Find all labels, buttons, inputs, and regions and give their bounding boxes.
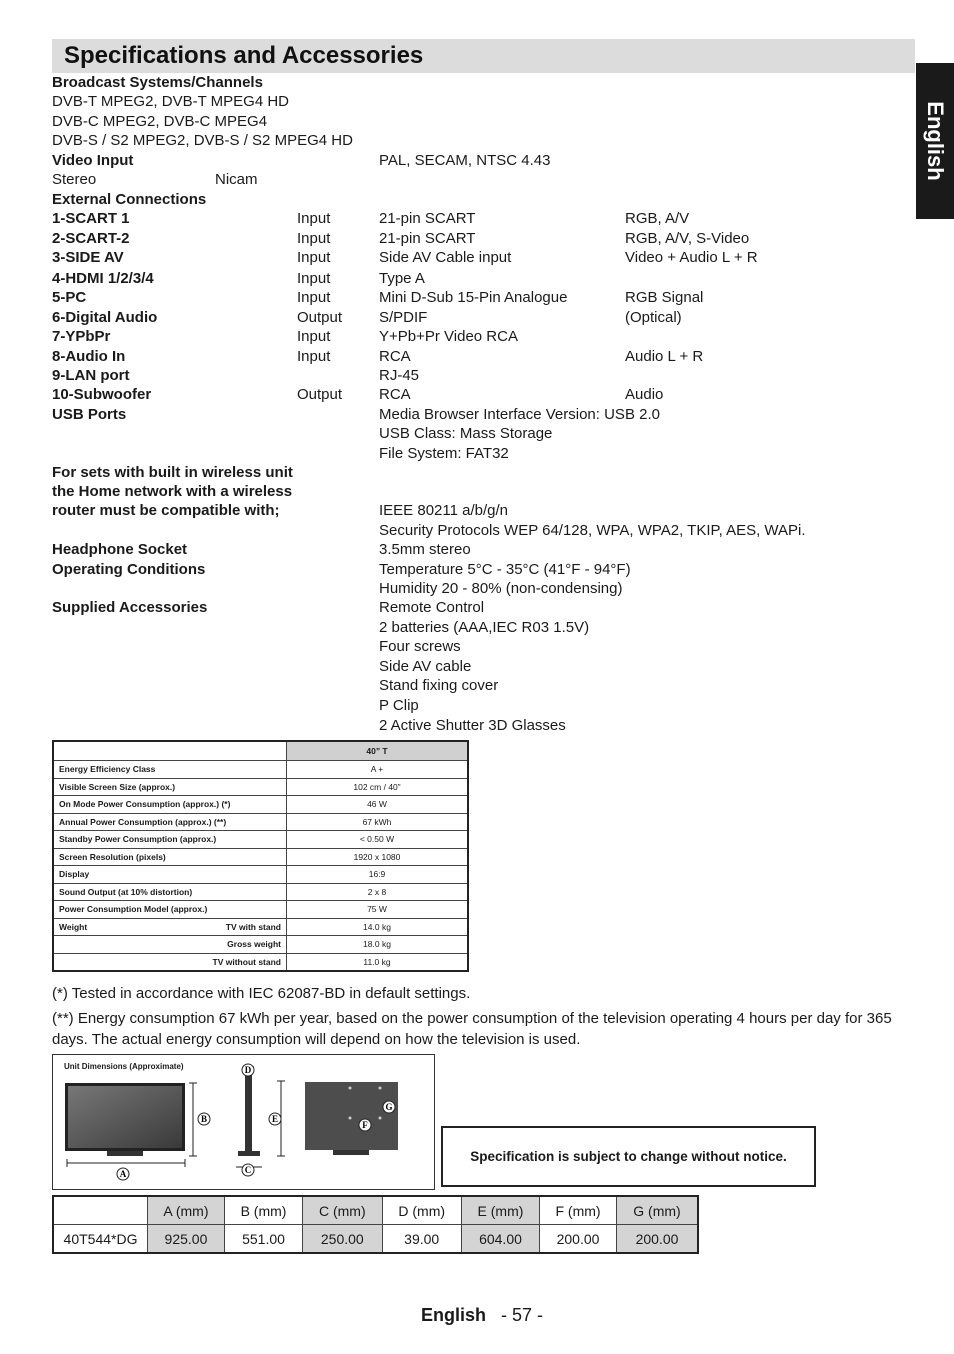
accessory-item: Four screws bbox=[379, 638, 461, 655]
row-label: Visible Screen Size (approx.) bbox=[53, 778, 287, 796]
column-header: C (mm) bbox=[303, 1196, 382, 1225]
row-value: 16:9 bbox=[287, 866, 469, 884]
connection-direction: Input bbox=[297, 270, 331, 287]
connection-signal: RGB, A/V, S-Video bbox=[625, 230, 750, 247]
row-value: 14.0 kg bbox=[287, 918, 469, 936]
footer-language: English bbox=[421, 1305, 487, 1325]
table-row bbox=[53, 778, 468, 796]
connection-name: 9-LAN port bbox=[52, 367, 130, 384]
accessory-item: Remote Control bbox=[379, 599, 485, 616]
row-label: Energy Efficiency Class bbox=[53, 761, 287, 779]
note-2: (**) Energy consumption 67 kWh per year, based on the power consumption of the television operating 4 hours per day for 365 days. The actual energy consumption will depend on how the television is used. bbox=[52, 1010, 892, 1048]
table-row bbox=[53, 796, 468, 814]
connection-signal: Video + Audio L + R bbox=[625, 249, 758, 266]
table-corner-cell bbox=[53, 741, 287, 761]
connection-type: Mini D-Sub 15-Pin Analogue bbox=[379, 289, 568, 306]
row-value: < 0.50 W bbox=[287, 831, 469, 849]
page-footer bbox=[421, 1305, 543, 1326]
marker-a: A bbox=[119, 1169, 127, 1179]
row-value: 67 kWh bbox=[287, 813, 469, 831]
operating-line: Humidity 20 - 80% (non-condensing) bbox=[379, 580, 623, 597]
accessory-item: P Clip bbox=[379, 697, 419, 714]
connection-direction: Output bbox=[297, 386, 343, 403]
weight-sub-label: TV with stand bbox=[225, 921, 281, 932]
table-row bbox=[53, 953, 468, 971]
accessories-label: Supplied Accessories bbox=[52, 599, 208, 616]
row-value: 18.0 kg bbox=[287, 936, 469, 954]
diagram-title: Unit Dimensions (Approximate) bbox=[64, 1062, 184, 1071]
headphone-label: Headphone Socket bbox=[52, 541, 188, 558]
title-bar bbox=[52, 39, 915, 73]
stereo-label: Stereo bbox=[52, 171, 97, 188]
table-row bbox=[53, 761, 468, 779]
dimensions-table bbox=[52, 1195, 699, 1254]
weight-label: Weight bbox=[59, 921, 88, 932]
connection-name: 10-Subwoofer bbox=[52, 386, 152, 403]
marker-g: G bbox=[385, 1102, 393, 1112]
accessory-item: 2 Active Shutter 3D Glasses bbox=[379, 717, 566, 734]
dimensions-diagram bbox=[52, 1054, 435, 1190]
connection-signal: RGB, A/V bbox=[625, 210, 690, 227]
broadcast-line: DVB-T MPEG2, DVB-T MPEG4 HD bbox=[52, 93, 289, 110]
connection-name: 5-PC bbox=[52, 289, 87, 306]
connection-name: 8-Audio In bbox=[52, 348, 126, 365]
row-value: 46 W bbox=[287, 796, 469, 814]
column-header: B (mm) bbox=[224, 1196, 302, 1225]
wireless-line: Security Protocols WEP 64/128, WPA, WPA2, TKIP, AES, WAPi. bbox=[379, 522, 806, 539]
headphone-value: 3.5mm stereo bbox=[379, 541, 471, 558]
row-label: Sound Output (at 10% distortion) bbox=[53, 883, 287, 901]
connection-direction: Input bbox=[297, 348, 331, 365]
tv-side-panel bbox=[245, 1075, 252, 1151]
table-row bbox=[53, 866, 468, 884]
page-number: - 57 - bbox=[501, 1305, 544, 1325]
wireless-line: IEEE 80211 a/b/g/n bbox=[379, 502, 508, 519]
connection-type: RCA bbox=[379, 386, 411, 403]
notice-text: Specification is subject to change without notice. bbox=[470, 1149, 787, 1164]
row-value: A + bbox=[287, 761, 469, 779]
connection-type: S/PDIF bbox=[379, 309, 428, 326]
row-value: 75 W bbox=[287, 901, 469, 919]
table-row bbox=[53, 848, 468, 866]
dimension-value: 551.00 bbox=[224, 1225, 302, 1254]
connection-type: Side AV Cable input bbox=[379, 249, 512, 266]
spec-change-notice bbox=[441, 1126, 816, 1187]
row-label: Standby Power Consumption (approx.) bbox=[53, 831, 287, 849]
marker-c: C bbox=[244, 1165, 252, 1175]
connection-name: 6-Digital Audio bbox=[52, 309, 158, 326]
marker-f: F bbox=[362, 1120, 368, 1130]
side-tab-label: English bbox=[923, 101, 948, 181]
connection-type: RCA bbox=[379, 348, 411, 365]
wireless-label: For sets with built in wireless unit bbox=[52, 464, 293, 481]
weight-label-cell bbox=[53, 918, 287, 936]
broadcast-line: DVB-C MPEG2, DVB-C MPEG4 bbox=[52, 113, 268, 130]
connection-name: 4-HDMI 1/2/3/4 bbox=[52, 270, 154, 287]
connection-direction: Output bbox=[297, 309, 343, 326]
connection-type: RJ-45 bbox=[379, 367, 420, 384]
usb-line: Media Browser Interface Version: USB 2.0 bbox=[379, 406, 660, 423]
connection-direction: Input bbox=[297, 210, 331, 227]
accessory-item: Side AV cable bbox=[379, 658, 472, 675]
connection-name: 2-SCART-2 bbox=[52, 230, 130, 247]
table-header-row bbox=[53, 1196, 698, 1225]
table-row bbox=[53, 741, 468, 761]
tv-dimensions-illustration bbox=[53, 1055, 434, 1189]
row-value: 102 cm / 40” bbox=[287, 778, 469, 796]
tv-rear-stand bbox=[333, 1150, 369, 1155]
connection-signal: (Optical) bbox=[625, 309, 682, 326]
dimension-value: 200.00 bbox=[616, 1225, 698, 1254]
connection-signal: Audio L + R bbox=[625, 348, 704, 365]
table-corner-cell bbox=[53, 1196, 148, 1225]
table-row bbox=[53, 936, 468, 954]
tv-side-stand bbox=[238, 1151, 260, 1156]
connection-signal: RGB Signal bbox=[625, 289, 704, 306]
connection-name: 1-SCART 1 bbox=[52, 210, 130, 227]
dimension-value: 200.00 bbox=[540, 1225, 617, 1254]
connection-signal: Audio bbox=[625, 386, 664, 403]
dimension-value: 925.00 bbox=[148, 1225, 225, 1254]
accessory-item: Stand fixing cover bbox=[379, 677, 499, 694]
row-label: Power Consumption Model (approx.) bbox=[53, 901, 287, 919]
language-side-tab bbox=[916, 63, 954, 219]
dimension-value: 39.00 bbox=[382, 1225, 461, 1254]
row-label: Display bbox=[53, 866, 287, 884]
wireless-label: the Home network with a wireless bbox=[52, 483, 293, 500]
tv-front-stand bbox=[107, 1151, 143, 1156]
column-header: G (mm) bbox=[616, 1196, 698, 1225]
dimension-value: 250.00 bbox=[303, 1225, 382, 1254]
video-input-value: PAL, SECAM, NTSC 4.43 bbox=[379, 152, 551, 169]
row-label: Screen Resolution (pixels) bbox=[53, 848, 287, 866]
video-input-label: Video Input bbox=[52, 152, 134, 169]
marker-b: B bbox=[200, 1114, 208, 1124]
usb-line: USB Class: Mass Storage bbox=[379, 425, 553, 442]
connection-name: 7-YPbPr bbox=[52, 328, 111, 345]
table-row bbox=[53, 813, 468, 831]
marker-d: D bbox=[244, 1065, 252, 1075]
usb-line: File System: FAT32 bbox=[379, 445, 509, 462]
connection-type: Type A bbox=[379, 270, 425, 287]
accessory-item: 2 batteries (AAA,IEC R03 1.5V) bbox=[379, 619, 590, 636]
wireless-label: router must be compatible with; bbox=[52, 502, 280, 519]
model-header: 40” T bbox=[287, 741, 469, 761]
column-header: E (mm) bbox=[461, 1196, 539, 1225]
operating-label: Operating Conditions bbox=[52, 561, 206, 578]
row-value: 11.0 kg bbox=[287, 953, 469, 971]
page-title: Specifications and Accessories bbox=[64, 42, 424, 69]
table-row bbox=[53, 918, 468, 936]
tv-front-screen bbox=[68, 1086, 182, 1148]
tv-rear-panel bbox=[305, 1082, 398, 1150]
row-value: 1920 x 1080 bbox=[287, 848, 469, 866]
external-connections-heading: External Connections bbox=[52, 191, 207, 208]
connection-direction: Input bbox=[297, 230, 331, 247]
row-value: 2 x 8 bbox=[287, 883, 469, 901]
energy-table bbox=[52, 740, 469, 972]
note-1: (*) Tested in accordance with IEC 62087-BD in default settings. bbox=[52, 985, 471, 1002]
connection-type: 21-pin SCART bbox=[379, 210, 476, 227]
connection-direction: Input bbox=[297, 249, 331, 266]
connection-type: Y+Pb+Pr Video RCA bbox=[379, 328, 518, 345]
connection-type: 21-pin SCART bbox=[379, 230, 476, 247]
broadcast-line: DVB-S / S2 MPEG2, DVB-S / S2 MPEG4 HD bbox=[52, 132, 353, 149]
row-label: Annual Power Consumption (approx.) (**) bbox=[53, 813, 287, 831]
column-header: F (mm) bbox=[540, 1196, 617, 1225]
connection-direction: Input bbox=[297, 328, 331, 345]
table-row bbox=[53, 1225, 698, 1254]
table-row bbox=[53, 901, 468, 919]
model-cell: 40T544*DG bbox=[53, 1225, 148, 1254]
marker-e: E bbox=[271, 1114, 279, 1124]
column-header: D (mm) bbox=[382, 1196, 461, 1225]
connection-name: 3-SIDE AV bbox=[52, 249, 124, 266]
column-header: A (mm) bbox=[148, 1196, 225, 1225]
broadcast-heading: Broadcast Systems/Channels bbox=[52, 74, 263, 91]
nicam-label: Nicam bbox=[215, 171, 258, 188]
weight-sub-label: Gross weight bbox=[53, 936, 287, 954]
table-row bbox=[53, 883, 468, 901]
table-row bbox=[53, 831, 468, 849]
row-label: On Mode Power Consumption (approx.) (*) bbox=[53, 796, 287, 814]
connection-direction: Input bbox=[297, 289, 331, 306]
weight-sub-label: TV without stand bbox=[53, 953, 287, 971]
usb-ports-label: USB Ports bbox=[52, 406, 127, 423]
operating-line: Temperature 5°C - 35°C (41°F - 94°F) bbox=[379, 561, 631, 578]
dimension-value: 604.00 bbox=[461, 1225, 539, 1254]
